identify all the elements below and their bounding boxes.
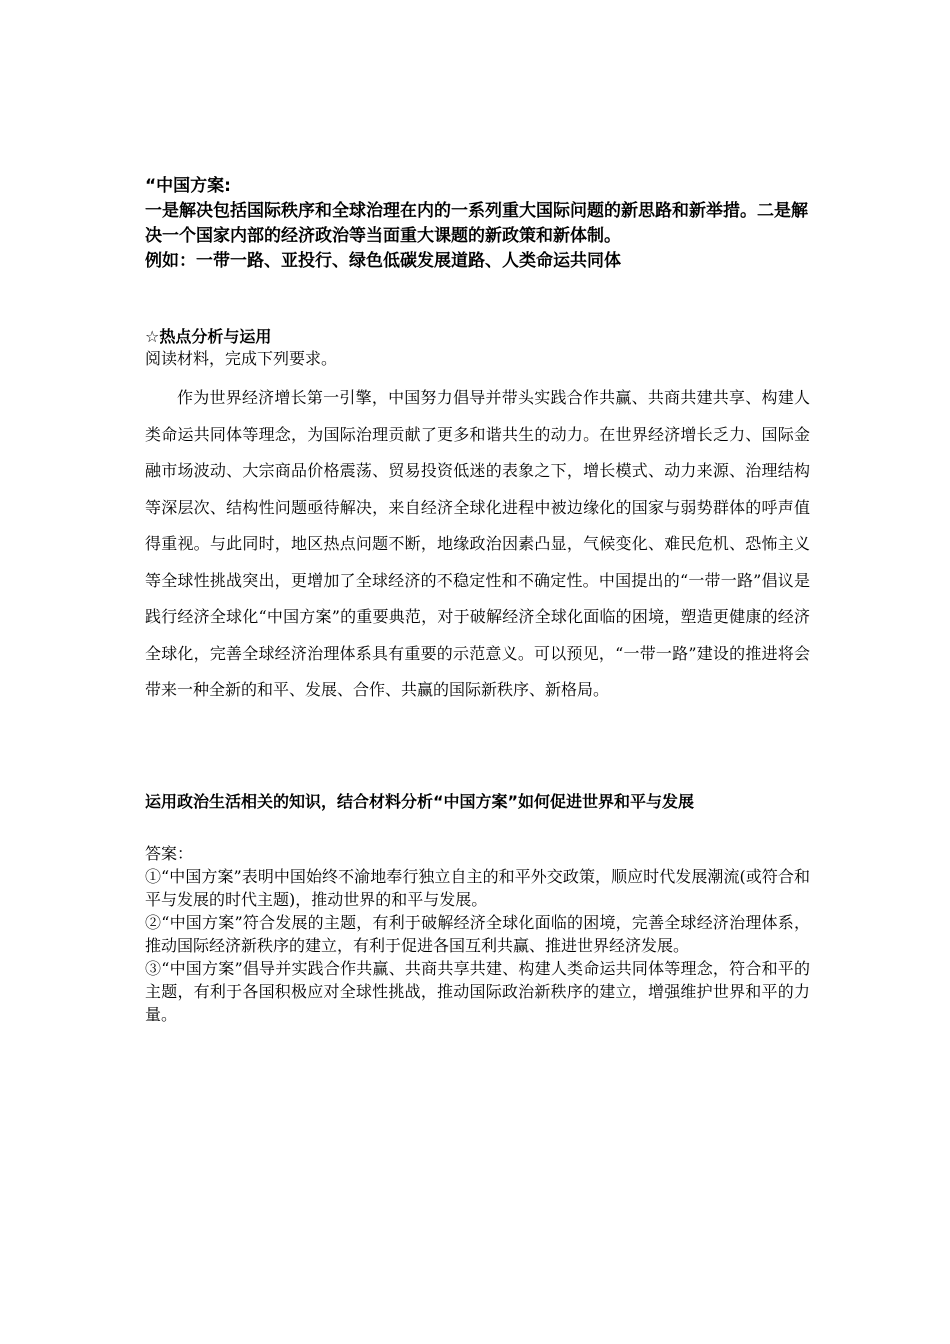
section-heading: ☆热点分析与运用 xyxy=(145,327,272,346)
intro-example: 例如：一带一路、亚投行、绿色低碳发展道路、人类命运共同体 xyxy=(145,251,621,271)
intro-title: “中国方案: xyxy=(145,176,231,196)
answer-item-3: ③“中国方案”倡导并实践合作共赢、共商共享共建、构建人类命运共同体等理念，符合和平的主题，有利于各国积极应对全球性挑战，推动国际政治新秩序的建立，增强维护世界和平的力量。 xyxy=(145,959,810,1024)
answer-block xyxy=(145,842,810,1026)
reading-material: 作为世界经济增长第一引擎，中国努力倡导并带头实践合作共赢、共商共建共享、构建人类命运共同体等理念，为国际治理贡献了更多和谐共生的动力。在世界经济增长乏力、国际金融市场波动、大宗商品价格震荡、贸易投资低迷的表象之下，增长模式、动力来源、治理结构等深层次、结构性问题亟待解决，来自经济全球化进程中被边缘化的国家与弱势群体的呼声值得重视。与此同时，地区热点问题不断，地缘政治因素凸显，气候变化、难民危机、恐怖主义等全球性挑战突出，更增加了全球经济的不稳定性和不确定性。中国提出的“一带一路”倡议是践行经济全球化“中国方案”的重要典范，对于破解经济全球化面临的困境，塑造更健康的经济全球化，完善全球经济治理体系具有重要的示范意义。可以预见，“一带一路”建设的推进将会带来一种全新的和平、发展、合作、共赢的国际新秩序、新格局。 xyxy=(145,388,810,699)
question: 运用政治生活相关的知识，结合材料分析“中国方案”如何促进世界和平与发展 xyxy=(145,792,695,811)
section-instruction: 阅读材料，完成下列要求。 xyxy=(145,349,338,368)
answer-item-1: ①“中国方案”表明中国始终不渝地奉行独立自主的和平外交政策，顺应时代发展潮流(或符合和平与发展的时代主题)，推动世界的和平与发展。 xyxy=(145,867,810,909)
intro-block xyxy=(145,174,815,274)
answer-label: 答案： xyxy=(145,844,194,863)
answer-item-2: ②“中国方案”符合发展的主题，有利于破解经济全球化面临的困境，完善全球经济治理体系，推动国际经济新秩序的建立，有利于促进各国互利共赢、推进世界经济发展。 xyxy=(145,913,810,955)
intro-definition: 一是解决包括国际秩序和全球治理在内的一系列重大国际问题的新思路和新举措。二是解决一个国家内部的经济政治等当面重大课题的新政策和新体制。 xyxy=(145,201,808,246)
